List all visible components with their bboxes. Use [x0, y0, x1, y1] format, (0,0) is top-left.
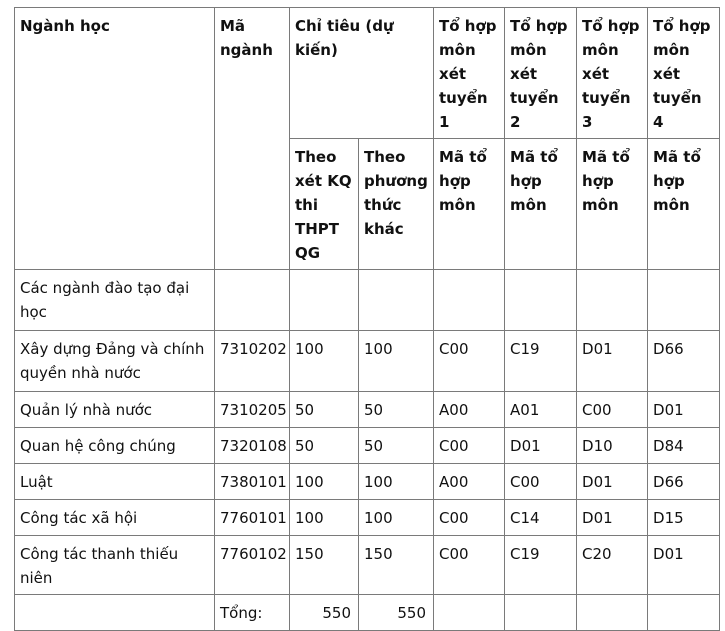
row-quota-khac: 100 — [359, 464, 434, 500]
subheader-ma-to-hop-1: Mã tổ hợp môn — [434, 139, 505, 270]
row-to-hop-4: D01 — [648, 392, 720, 428]
row-name: Công tác xã hội — [15, 500, 215, 536]
row-quota-khac: 50 — [359, 392, 434, 428]
row-quota-kq: 100 — [290, 500, 359, 536]
row-to-hop-4: D66 — [648, 331, 720, 392]
row-code: 7380101 — [215, 464, 290, 500]
row-name: Quan hệ công chúng — [15, 428, 215, 464]
subheader-ma-to-hop-4: Mã tổ hợp môn — [648, 139, 720, 270]
table-row — [15, 331, 720, 392]
table-row — [15, 536, 720, 595]
row-code: 7760101 — [215, 500, 290, 536]
row-code: 7760102 — [215, 536, 290, 595]
total-kq: 550 — [290, 595, 359, 631]
header-to-hop-2: Tổ hợp môn xét tuyển 2 — [505, 8, 577, 139]
row-to-hop-2: D01 — [505, 428, 577, 464]
row-to-hop-3: C00 — [577, 392, 648, 428]
row-to-hop-1: C00 — [434, 331, 505, 392]
row-to-hop-3: D10 — [577, 428, 648, 464]
row-quota-khac: 100 — [359, 500, 434, 536]
row-to-hop-4: D01 — [648, 536, 720, 595]
row-to-hop-1: A00 — [434, 392, 505, 428]
header-nganh: Ngành học — [15, 8, 215, 270]
subheader-ma-to-hop-2: Mã tổ hợp môn — [505, 139, 577, 270]
row-quota-kq: 50 — [290, 392, 359, 428]
row-quota-kq: 150 — [290, 536, 359, 595]
section-title: Các ngành đào tạo đại học — [15, 270, 215, 331]
header-ma-nganh: Mã ngành — [215, 8, 290, 270]
subheader-ma-to-hop-3: Mã tổ hợp môn — [577, 139, 648, 270]
row-to-hop-4: D84 — [648, 428, 720, 464]
row-code: 7310205 — [215, 392, 290, 428]
header-to-hop-4: Tổ hợp môn xét tuyển 4 — [648, 8, 720, 139]
total-row — [15, 595, 720, 631]
admissions-table — [14, 7, 720, 631]
row-to-hop-3: D01 — [577, 331, 648, 392]
header-to-hop-3: Tổ hợp môn xét tuyển 3 — [577, 8, 648, 139]
row-code: 7320108 — [215, 428, 290, 464]
row-quota-kq: 50 — [290, 428, 359, 464]
row-to-hop-3: C20 — [577, 536, 648, 595]
row-to-hop-2: C14 — [505, 500, 577, 536]
row-quota-kq: 100 — [290, 331, 359, 392]
row-to-hop-4: D66 — [648, 464, 720, 500]
row-to-hop-1: C00 — [434, 500, 505, 536]
row-quota-khac: 50 — [359, 428, 434, 464]
total-label: Tổng: — [215, 595, 290, 631]
subheader-theo-khac: Theo phương thức khác — [359, 139, 434, 270]
row-to-hop-3: D01 — [577, 464, 648, 500]
table-row — [15, 392, 720, 428]
row-code: 7310202 — [215, 331, 290, 392]
row-quota-khac: 150 — [359, 536, 434, 595]
row-name: Xây dựng Đảng và chính quyền nhà nước — [15, 331, 215, 392]
row-to-hop-2: C19 — [505, 536, 577, 595]
header-to-hop-1: Tổ hợp môn xét tuyển 1 — [434, 8, 505, 139]
row-name: Luật — [15, 464, 215, 500]
table-row — [15, 428, 720, 464]
table-row — [15, 464, 720, 500]
row-to-hop-4: D15 — [648, 500, 720, 536]
row-to-hop-3: D01 — [577, 500, 648, 536]
subheader-theo-kq: Theo xét KQ thi THPT QG — [290, 139, 359, 270]
row-to-hop-2: C00 — [505, 464, 577, 500]
row-quota-kq: 100 — [290, 464, 359, 500]
row-to-hop-1: A00 — [434, 464, 505, 500]
header-row — [15, 8, 720, 139]
row-name: Quản lý nhà nước — [15, 392, 215, 428]
row-to-hop-1: C00 — [434, 428, 505, 464]
row-to-hop-2: C19 — [505, 331, 577, 392]
total-khac: 550 — [359, 595, 434, 631]
row-to-hop-2: A01 — [505, 392, 577, 428]
section-row — [15, 270, 720, 331]
table-row — [15, 500, 720, 536]
row-to-hop-1: C00 — [434, 536, 505, 595]
header-chi-tieu: Chỉ tiêu (dự kiến) — [290, 8, 434, 139]
row-name: Công tác thanh thiếu niên — [15, 536, 215, 595]
row-quota-khac: 100 — [359, 331, 434, 392]
